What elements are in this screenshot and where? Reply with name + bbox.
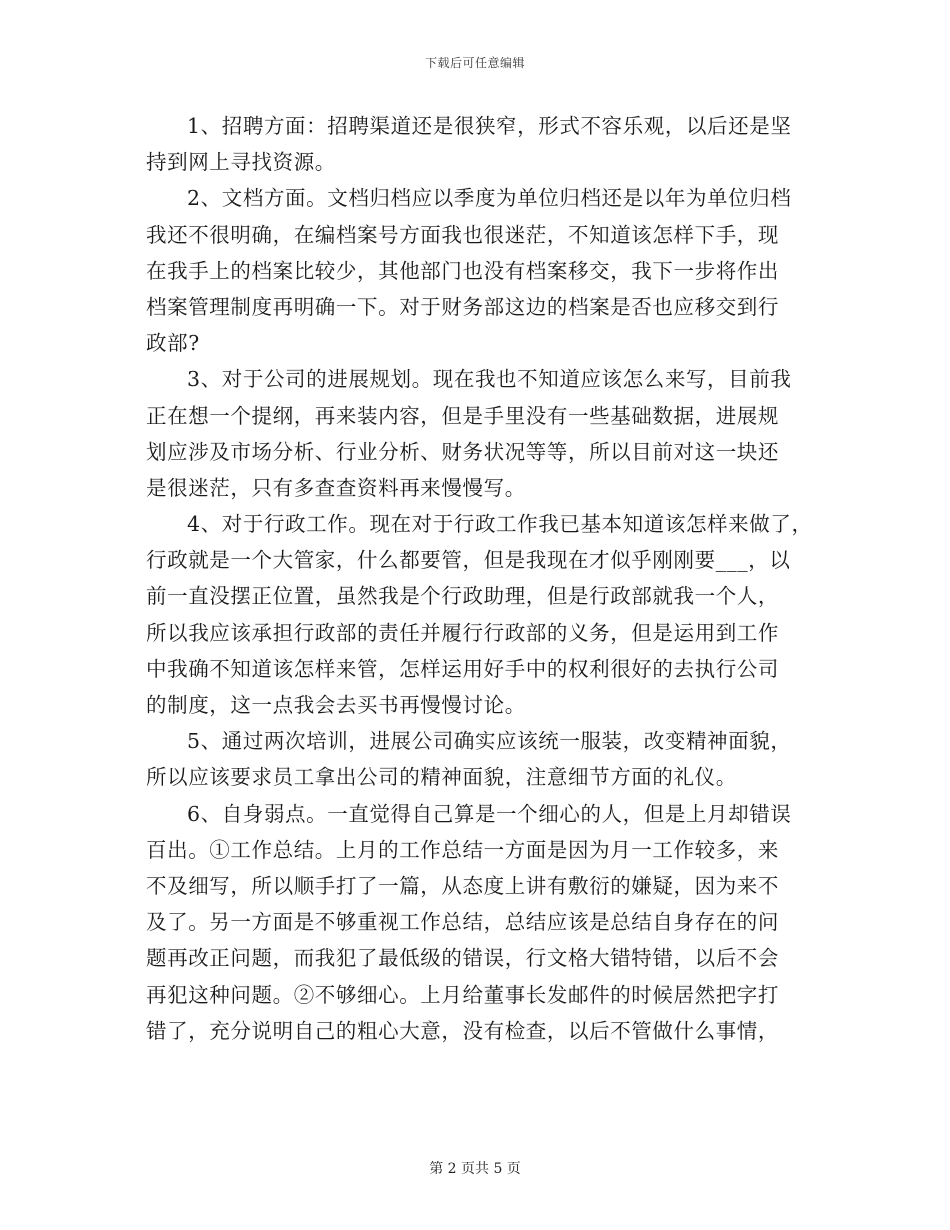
paragraph-first-line: 5、通过两次培训，进展公司确实应该统一服装，改变精神面貌， — [187, 729, 792, 754]
paragraph-line: 所以应该要求员工拿出公司的精神面貌，注意细节方面的礼仪。 — [146, 765, 737, 790]
paragraph-line: 行政就是一个大管家，什么都要管，但是我现在才似乎刚刚要___，以 — [146, 548, 791, 573]
paragraph-line: 不及细写，所以顺手打了一篇，从态度上讲有敷衍的嫌疑，因为来不 — [146, 873, 779, 898]
paragraph-line: 的制度，这一点我会去买书再慢慢讨论。 — [146, 693, 526, 717]
paragraph-line: 正在想一个提纲，再来装内容，但是手里没有一些基础数据，进展规 — [146, 403, 779, 428]
paragraph-first-line: 4、对于行政工作。现在对于行政工作我已基本知道该怎样来做了， — [187, 512, 813, 537]
page-header: 下载后可任意编辑 — [424, 56, 525, 70]
paragraph-line: 前一直没摆正位置，虽然我是个行政助理，但是行政部就我一个人， — [146, 584, 779, 609]
paragraph-line: 我还不很明确，在编档案号方面我也很迷茫，不知道该怎样下手，现 — [146, 222, 779, 247]
paragraph-line: 政部? — [146, 331, 200, 356]
paragraph-first-line: 1、招聘方面：招聘渠道还是很狭窄，形式不容乐观，以后还是坚 — [187, 114, 792, 138]
paragraph-line: 题再改正问题，而我犯了最低级的错误，行文格大错特错，以后不会 — [146, 946, 779, 971]
page-number: 第 2 页共 5 页 — [429, 1161, 521, 1177]
paragraph-line: 在我手上的档案比较少，其他部门也没有档案移交，我下一步将作出 — [146, 258, 779, 283]
paragraph-line: 持到网上寻找资源。 — [146, 150, 336, 175]
paragraph-first-line: 2、文档方面。文档归档应以季度为单位归档还是以年为单位归档 — [187, 186, 792, 211]
paragraph-line: 错了，充分说明自己的粗心大意，没有检查，以后不管做什么事情， — [146, 1018, 779, 1043]
paragraph-line: 中我确不知道该怎样来管，怎样运用好手中的权利很好的去执行公司 — [146, 656, 779, 681]
paragraph-first-line: 3、对于公司的进展规划。现在我也不知道应该怎么来写，目前我 — [187, 367, 792, 392]
paragraph-line: 百出。①工作总结。上月的工作总结一方面是因为月一工作较多，来 — [146, 837, 779, 862]
paragraph-line: 所以我应该承担行政部的责任并履行行政部的义务，但是运用到工作 — [146, 620, 779, 645]
paragraph-line: 档案管理制度再明确一下。对于财务部这边的档案是否也应移交到行 — [146, 294, 779, 319]
document-body — [146, 108, 816, 1049]
paragraph-line: 是很迷茫，只有多查查资料再来慢慢写。 — [146, 475, 526, 500]
paragraph-line: 划应涉及市场分析、行业分析、财务状况等等，所以目前对这一块还 — [146, 439, 779, 464]
paragraph-first-line: 6、自身弱点。一直觉得自己算是一个细心的人，但是上月却错误 — [187, 801, 792, 826]
paragraph-line: 及了。另一方面是不够重视工作总结，总结应该是总结自身存在的问 — [146, 910, 779, 935]
paragraph-line: 再犯这种问题。②不够细心。上月给董事长发邮件的时候居然把字打 — [146, 982, 779, 1007]
